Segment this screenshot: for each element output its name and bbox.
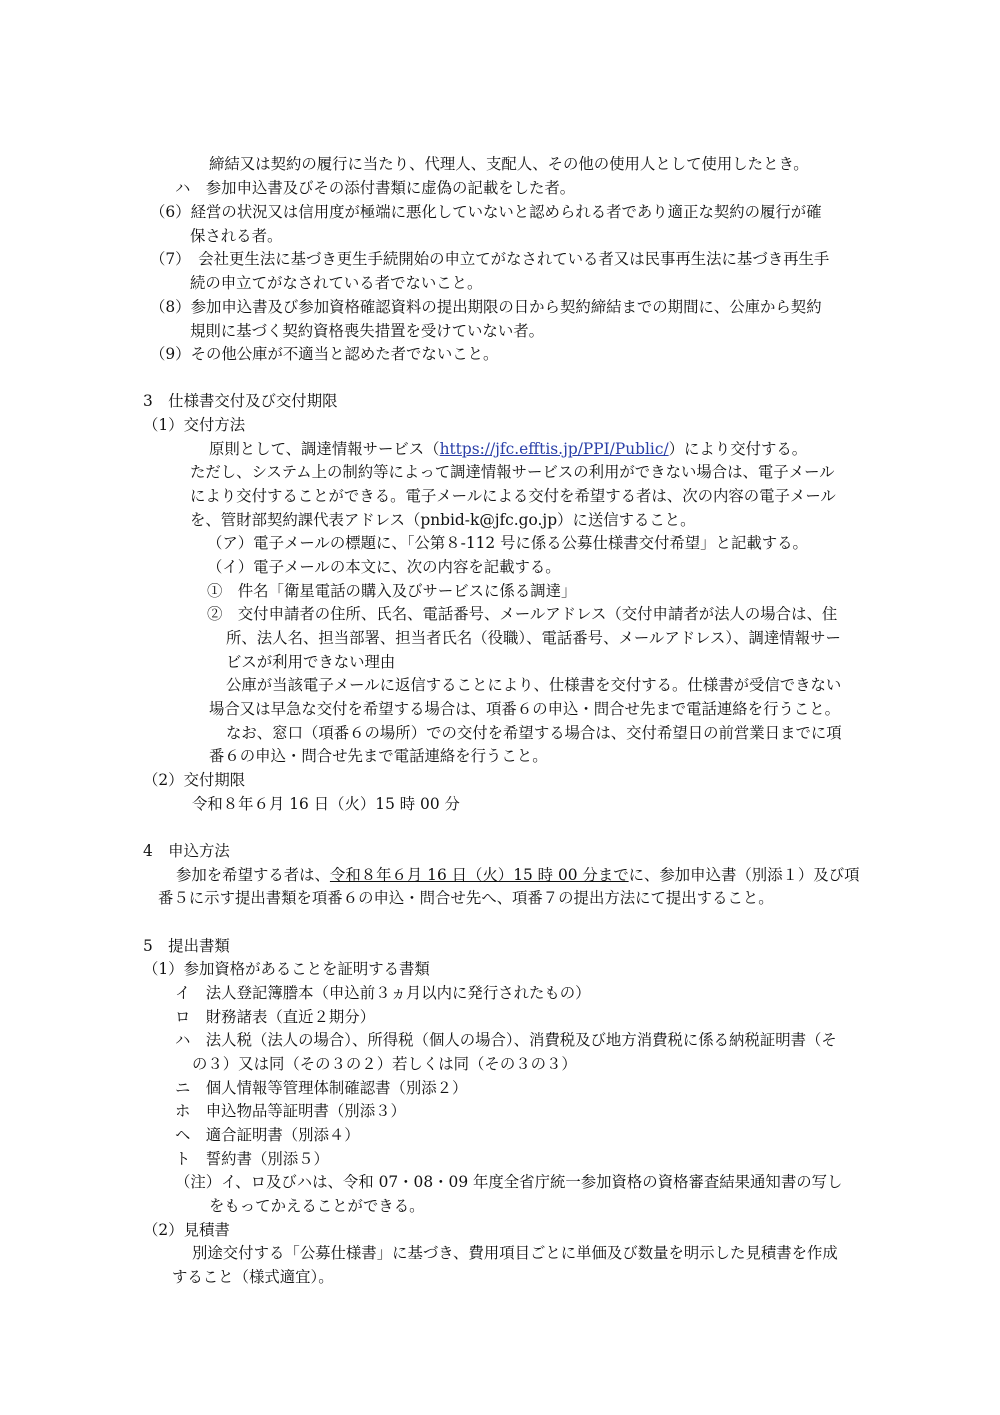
list-item: （ア）電子メールの標題に、「公第８-112 号に係る公募仕様書交付希望」と記載する。 bbox=[207, 534, 808, 552]
subsection-heading: （1）交付方法 bbox=[143, 416, 246, 434]
section-heading: 4 申込方法 bbox=[143, 842, 230, 860]
note-line: をもってかえることができる。 bbox=[209, 1197, 425, 1215]
paragraph-line: 公庫が当該電子メールに返信することにより、仕様書を交付する。仕様書が受信できない bbox=[226, 676, 842, 694]
list-item: ハ 法人税（法人の場合）、所得税（個人の場合）、消費税及び地方消費税に係る納税証明書（そ bbox=[175, 1031, 837, 1049]
list-item: ヘ 適合証明書（別添４） bbox=[175, 1126, 360, 1144]
list-item: ロ 財務諸表（直近２期分） bbox=[175, 1008, 376, 1026]
paragraph-line: により交付することができる。電子メールによる交付を希望する者は、次の内容の電子メール bbox=[190, 487, 836, 505]
subsection-heading: （2）交付期限 bbox=[143, 771, 246, 789]
list-item: （イ）電子メールの本文に、次の内容を記載する。 bbox=[207, 558, 561, 576]
text-line: 続の申立てがなされている者でないこと。 bbox=[190, 274, 483, 292]
paragraph-line: 番６の申込・問合せ先まで電話連絡を行うこと。 bbox=[209, 747, 548, 765]
list-item: ニ 個人情報等管理体制確認書（別添２） bbox=[175, 1079, 468, 1097]
list-item: イ 法人登記簿謄本（申込前３ヵ月以内に発行されたもの） bbox=[175, 984, 591, 1002]
paragraph-line: 別途交付する「公募仕様書」に基づき、費用項目ごとに単価及び数量を明示した見積書を作成 bbox=[192, 1244, 838, 1262]
list-item: （7） 会社更生法に基づき更生手続開始の申立てがなされている者又は民事再生法に基づき再生手 bbox=[150, 250, 830, 268]
text-line: ビスが利用できない理由 bbox=[226, 653, 396, 671]
list-item: ① 件名「衛星電話の購入及びサービスに係る調達」 bbox=[207, 582, 577, 600]
text-line: 締結又は契約の履行に当たり、代理人、支配人、その他の使用人として使用したとき。 bbox=[209, 155, 809, 173]
list-item: ② 交付申請者の住所、氏名、電話番号、メールアドレス（交付申請者が法人の場合は、住 bbox=[207, 605, 838, 623]
section-heading: 3 仕様書交付及び交付期限 bbox=[143, 392, 338, 410]
text: ）により交付する。 bbox=[668, 440, 808, 458]
text-line: 保される者。 bbox=[190, 227, 283, 245]
text-line: 規則に基づく契約資格喪失措置を受けていない者。 bbox=[190, 322, 544, 340]
paragraph-line: なお、窓口（項番６の場所）での交付を希望する場合は、交付希望日の前営業日までに項 bbox=[226, 724, 842, 742]
paragraph-line: ただし、システム上の制約等によって調達情報サービスの利用ができない場合は、電子メール bbox=[190, 463, 835, 481]
text-line: 所、法人名、担当部署、担当者氏名（役職）、電話番号、メールアドレス）、調達情報サー bbox=[226, 629, 841, 647]
list-item: （8）参加申込書及び参加資格確認資料の提出期限の日から契約締結までの期間に、公庫から契約 bbox=[150, 298, 822, 316]
paragraph-line bbox=[209, 438, 807, 460]
list-item: ホ 申込物品等証明書（別添３） bbox=[175, 1102, 406, 1120]
subsection-heading: （1）参加資格があることを証明する書類 bbox=[143, 960, 430, 978]
deadline-text: 令和８年６月 16 日（火）15 時 00 分 bbox=[192, 795, 460, 813]
text: に、参加申込書（別添１）及び項 bbox=[628, 866, 860, 884]
paragraph-line: 番５に示す提出書類を項番６の申込・問合せ先へ、項番７の提出方法にて提出すること。 bbox=[158, 889, 774, 907]
list-item: （6）経営の状況又は信用度が極端に悪化していないと認められる者であり適正な契約の履行が確 bbox=[150, 203, 822, 221]
note-line: （注）イ、ロ及びハは、令和 07・08・09 年度全省庁統一参加資格の資格審査結果通知書の写し bbox=[175, 1173, 843, 1191]
paragraph-line: を、管財部契約課代表アドレス（pnbid-k@jfc.go.jp）に送信すること。 bbox=[190, 511, 696, 529]
paragraph-line: すること（様式適宜）。 bbox=[172, 1268, 334, 1286]
section-heading: 5 提出書類 bbox=[143, 937, 230, 955]
paragraph-line: 場合又は早急な交付を希望する場合は、項番６の申込・問合せ先まで電話連絡を行うこと。 bbox=[209, 700, 841, 718]
text: 原則として、調達情報サービス（ bbox=[209, 440, 440, 458]
list-item: ト 誓約書（別添５） bbox=[175, 1150, 329, 1168]
deadline-underlined: 令和８年６月 16 日（火）15 時 00 分まで bbox=[329, 866, 629, 884]
subsection-heading: （2）見積書 bbox=[143, 1221, 230, 1239]
text: 参加を希望する者は、 bbox=[176, 866, 330, 884]
list-item: （9）その他公庫が不適当と認めた者でないこと。 bbox=[150, 345, 499, 363]
text-line: の３）又は同（その３の２）若しくは同（その３の３） bbox=[192, 1055, 577, 1073]
paragraph-line bbox=[176, 864, 859, 886]
list-item: ハ 参加申込書及びその添付書類に虚偽の記載をした者。 bbox=[175, 179, 576, 197]
procurement-service-link[interactable]: https://jfc.efftis.jp/PPI/Public/ bbox=[439, 440, 669, 458]
